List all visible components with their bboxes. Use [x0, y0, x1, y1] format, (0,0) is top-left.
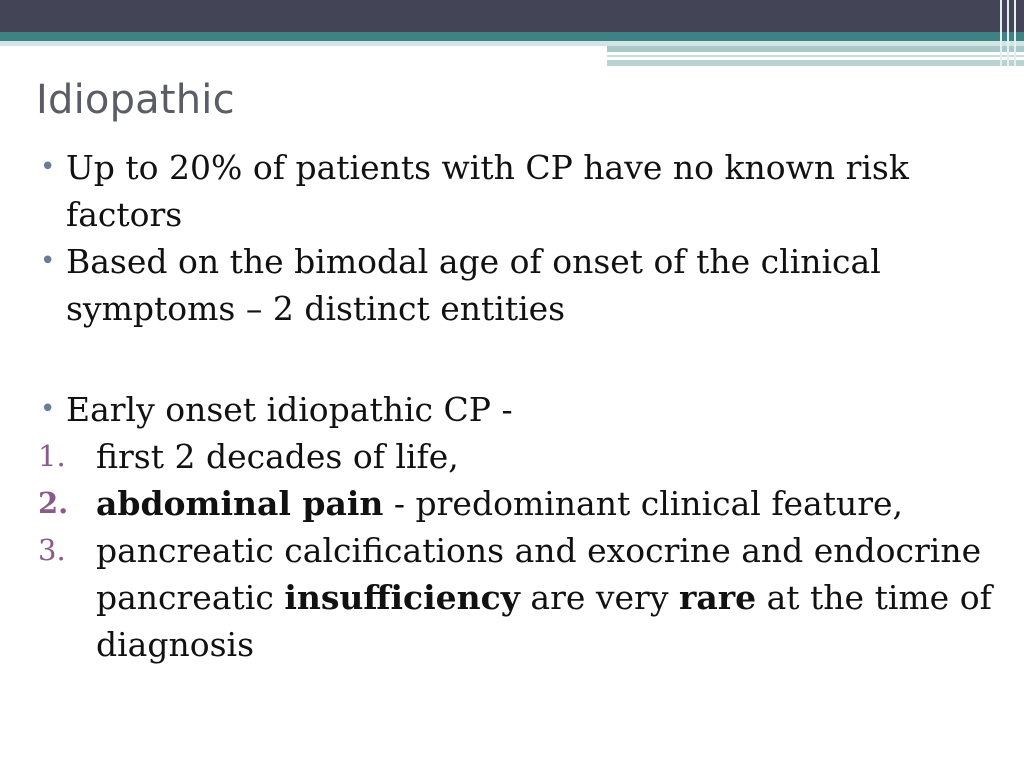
header-band-accent-lower — [607, 60, 1024, 66]
numbered-text: are very — [519, 578, 679, 617]
bullet-text: Early onset idiopathic CP - — [66, 390, 513, 429]
numbered-item — [38, 527, 1008, 668]
header-band-accent-thin — [607, 55, 1024, 57]
bullet-item — [38, 238, 1008, 332]
bullet-text: Based on the bimodal age of onset of the clinical symptoms – 2 distinct entities — [66, 242, 881, 328]
bullet-marker: • — [40, 246, 56, 276]
slide-title: Idiopathic — [36, 77, 235, 123]
numbered-bold-text: rare — [678, 578, 757, 617]
numbered-bold-text: abdominal pain — [96, 484, 384, 523]
header-band-teal — [0, 32, 1024, 41]
bullet-item — [38, 144, 1008, 238]
numbered-item — [38, 433, 1008, 480]
numbered-text: - predominant clinical feature, — [383, 484, 904, 523]
bullet-marker: • — [40, 152, 56, 182]
number-marker: 1. — [38, 439, 66, 473]
numbered-bold-text: insufficiency — [284, 578, 520, 617]
header-band-dark — [0, 0, 1024, 32]
header-band-accent — [607, 46, 1024, 52]
bullet-marker: • — [40, 394, 56, 424]
slide-content — [38, 144, 1008, 668]
bullet-text: Up to 20% of patients with CP have no known risk factors — [66, 148, 909, 234]
number-marker: 3. — [38, 533, 66, 567]
spacer — [38, 332, 1008, 386]
numbered-text: pancreatic calcifications and exocrine and endocrine pancreatic — [96, 531, 982, 617]
number-marker: 2. — [38, 486, 69, 520]
bullet-item — [38, 386, 1008, 433]
numbered-text: at the time of diagnosis — [96, 578, 992, 664]
numbered-text: first 2 decades of life, — [96, 437, 459, 476]
numbered-item — [38, 480, 1008, 527]
header-corner-lines — [996, 0, 1024, 70]
